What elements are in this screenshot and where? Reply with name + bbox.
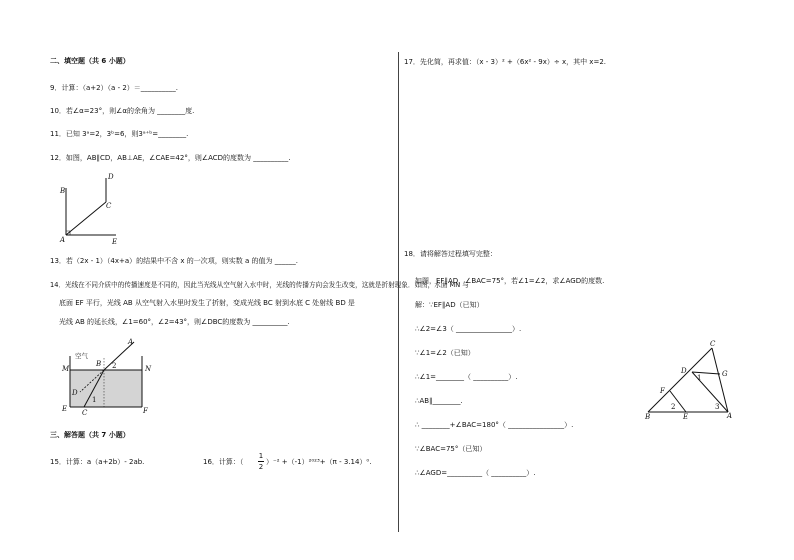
fig18-label-g: G: [722, 370, 728, 378]
fig18-label-d: D: [681, 367, 687, 375]
proof-line-8: ∴∠AGD=__________（ __________）.: [415, 469, 536, 477]
fig14-label-m: M: [62, 365, 70, 373]
fig14-label-air: 空气: [75, 352, 88, 360]
figure-14: [62, 338, 152, 418]
question-17: 17．先化简，再求值：（x - 3）² +（6x² - 9x）÷ x，其中 x=2.: [404, 58, 606, 66]
fig14-label-d: D: [72, 389, 78, 397]
fig12-label-b: B: [60, 187, 66, 195]
question-16-prefix: 16．计算：（: [203, 458, 244, 466]
fig18-label-c: C: [710, 340, 716, 348]
question-10: 10．若∠α=23°，则∠α的余角为 ________度.: [50, 107, 195, 115]
proof-line-7: ∵∠BAC=75°（已知）: [415, 445, 487, 453]
ray-ab: [104, 342, 134, 370]
fig18-label-b: B: [645, 413, 651, 421]
fig14-label-a: A: [128, 338, 134, 346]
fig12-label-c: C: [106, 202, 112, 210]
question-14-line-2: 底面 EF 平行，光线 AB 从空气射入水里时发生了折射，变成光线 BC 射到水底 C 处射线 BD 是: [59, 299, 355, 307]
fraction-numerator: 1: [258, 452, 264, 460]
question-11: 11．已知 3ᵃ=2，3ᵇ=6，则3ᵃ⁺ᵇ=________.: [50, 130, 189, 138]
question-14-line-1: 14．光线在不同介质中的传播速度是不同的，因此当光线从空气射入水中时，光线的传播方向会发生改变，这就是折射现象．如图，水面 MN 与: [50, 281, 469, 289]
section-3-title: 三、解答题（共 7 小题）: [50, 431, 130, 439]
fig12-label-e: E: [112, 238, 118, 246]
proof-line-6: ∴ ________+∠BAC=180°（ ________________）.: [415, 421, 574, 429]
question-15: 15．计算：a（a+2b）- 2ab.: [50, 458, 145, 466]
fig12-label-a: A: [60, 236, 66, 244]
fig18-label-e: E: [683, 413, 689, 421]
proof-line-3: ∵∠1=∠2（已知）: [415, 349, 475, 357]
fig14-label-c: C: [82, 409, 88, 417]
fig18-label-f: F: [660, 387, 665, 395]
question-18-problem: 如图，EF∥AD，∠BAC=75°，若∠1=∠2，求∠AGD的度数.: [415, 277, 605, 285]
proof-line-5: ∴AB∥________.: [415, 397, 463, 405]
proof-line-4: ∴∠1=________（ __________）.: [415, 373, 518, 381]
segment-bc: [648, 348, 712, 412]
question-13: 13．若（2x - 1）（4x+a）的结果中不含 x 的一次项，则实数 a 的值为 ______.: [50, 257, 298, 265]
column-divider: [398, 52, 399, 532]
fraction-denominator: 2: [258, 463, 264, 471]
fig14-label-b: B: [96, 360, 102, 368]
segment-ac: [66, 202, 106, 235]
question-12: 12．如图，AB∥CD，AB⊥AE，∠CAE=42°，则∠ACD的度数为 __________.: [50, 154, 291, 162]
section-2-title: 二、填空题（共 6 小题）: [50, 57, 130, 65]
question-18-title: 18．请将解答过程填写完整：: [404, 250, 497, 258]
fig18-label-1: 1: [697, 374, 702, 382]
fig14-label-1: 1: [92, 396, 97, 404]
fig14-label-e: E: [62, 405, 68, 413]
question-16-suffix: ）⁻² +（-1）²⁰²³+（π - 3.14）⁰.: [266, 458, 372, 466]
question-9: 9．计算：（a+2）（a - 2）＝__________.: [50, 84, 179, 92]
question-14-line-3: 光线 AB 的延长线，∠1=60°，∠2=43°，则∠DBC的度数为 __________.: [59, 318, 290, 326]
figure-12: [58, 172, 128, 246]
fig14-label-f: F: [143, 407, 148, 415]
proof-line-1: 解：∵EF∥AD（已知）: [415, 301, 484, 309]
fig18-label-2: 2: [671, 403, 676, 411]
fraction-bar: [258, 461, 264, 462]
proof-line-2: ∴∠2=∠3（ ________________）.: [415, 325, 522, 333]
fig12-label-d: D: [108, 173, 114, 181]
figure-18: [640, 340, 740, 425]
fig14-label-n: N: [145, 365, 152, 373]
fig18-label-a: A: [727, 412, 733, 420]
fig18-label-3: 3: [715, 403, 720, 411]
water-area: [70, 370, 142, 407]
fig14-label-2: 2: [112, 362, 117, 370]
